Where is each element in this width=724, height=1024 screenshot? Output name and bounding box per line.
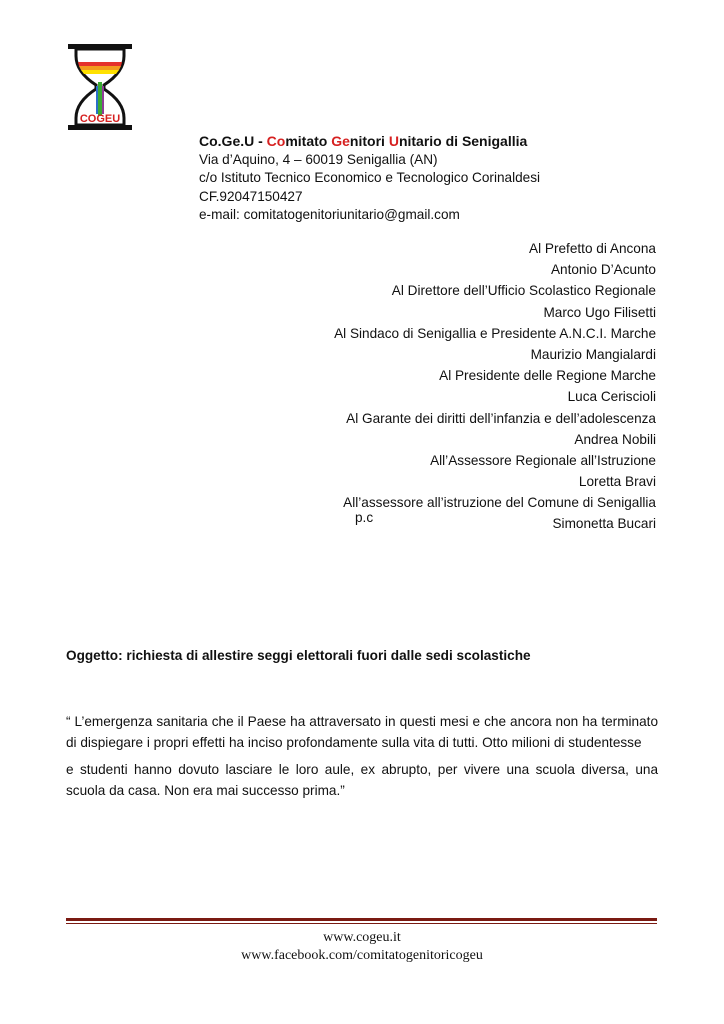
org-word-co: mitato — [285, 133, 332, 149]
recipient-line: Marco Ugo Filisetti — [543, 304, 656, 320]
recipients-list — [326, 240, 656, 534]
org-initial-co: Co — [266, 133, 286, 149]
recipient-line: Al Direttore dell’Ufficio Scolastico Regionale — [391, 283, 656, 299]
footer-facebook[interactable]: www.facebook.com/comitatogenitoricogeu — [241, 948, 483, 963]
recipient-line: Antonio D’Acunto — [550, 262, 656, 278]
recipient-line: Al Garante dei diritti dell’infanzia e dell’adolescenza — [346, 410, 656, 426]
body-paragraph: “ L’emergenza sanitaria che il Paese ha attraversato in questi mesi e che ancora non ha terminato di dispiegare i propri effetti ha inciso profondamente sulla vita di tutti. Otto milioni di studentesse — [66, 714, 658, 750]
recipient-line: Al Sindaco di Senigallia e Presidente A.N.C.I. Marche — [334, 325, 656, 341]
org-initial-u: U — [388, 133, 399, 149]
org-prefix: Co.Ge.U - — [199, 133, 267, 149]
logo-text: COGEU — [79, 113, 121, 125]
recipient-line: Andrea Nobili — [574, 431, 656, 447]
org-name — [199, 132, 540, 151]
tax-code: CF.92047150427 — [199, 188, 303, 204]
recipient-line: All’Assessore Regionale all’Istruzione — [430, 452, 656, 468]
org-word-u: nitario di Senigallia — [398, 133, 528, 149]
recipient-line: Maurizio Mangialardi — [530, 346, 656, 362]
recipient-line: Loretta Bravi — [578, 474, 656, 490]
footer-divider-thin — [66, 923, 657, 924]
email[interactable]: e-mail: comitatogenitoriunitario@gmail.com — [199, 207, 460, 223]
body-paragraph: e studenti hanno dovuto lasciare le loro aule, ex abrupto, per vivere una scuola diversa, una scuola da casa. Non era mai successo prima.” — [66, 762, 658, 798]
cogeu-hourglass-logo — [66, 42, 134, 132]
letter-body — [66, 711, 658, 807]
recipient-line: Al Prefetto di Ancona — [529, 241, 656, 256]
sender-header — [199, 132, 540, 225]
footer-divider-thick — [66, 918, 657, 921]
footer-website[interactable]: www.cogeu.it — [323, 930, 401, 945]
recipient-line: Simonetta Bucari — [552, 516, 656, 532]
institute: c/o Istituto Tecnico Economico e Tecnologico Corinaldesi — [199, 170, 541, 186]
org-initial-ge: Ge — [331, 133, 350, 149]
subject-line: Oggetto: richiesta di allestire seggi elettorali fuori dalle sedi scolastiche — [66, 648, 531, 663]
recipient-line: Luca Ceriscioli — [567, 389, 656, 405]
recipient-line: Al Presidente delle Regione Marche — [439, 368, 656, 384]
pc-label: p.c — [355, 510, 374, 525]
address: Via d’Aquino, 4 – 60019 Senigallia (AN) — [199, 151, 438, 167]
recipient-line: All’assessore all’istruzione del Comune di Senigallia — [343, 495, 656, 511]
org-word-ge: nitori — [349, 133, 389, 149]
